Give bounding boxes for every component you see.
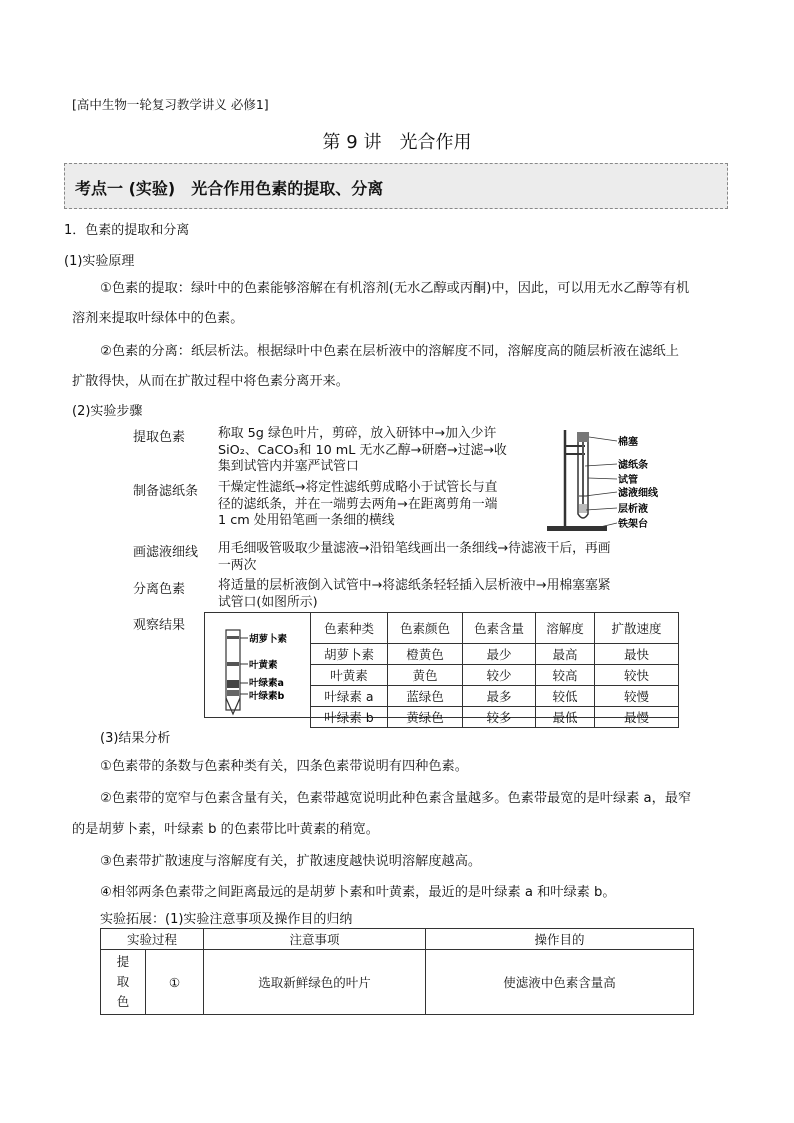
subsection-steps: (2)实验步骤 <box>72 404 143 419</box>
table-header: 色素种类 <box>311 613 388 644</box>
table-cell: 胡萝卜素 <box>311 644 388 665</box>
table-cell-purpose: 使滤液中色素含量高 <box>426 950 694 1015</box>
principle-1-line2: 溶剂来提取叶绿体中的色素。 <box>72 311 244 326</box>
table-row <box>101 950 694 1015</box>
table-cell: 最快 <box>595 644 679 665</box>
table-cell: 叶绿素 b <box>311 707 388 728</box>
topic-banner <box>64 163 728 209</box>
label-solvent: 层析液 <box>618 504 648 515</box>
table-cell: 黄绿色 <box>388 707 463 728</box>
table-cell: 较快 <box>595 665 679 686</box>
extension-table <box>100 928 694 1015</box>
analysis-2-line2: 的是胡萝卜素，叶绿素 b 的色素带比叶黄素的稍宽。 <box>72 822 379 837</box>
lecture-title: 第 9 讲 光合作用 <box>322 132 472 153</box>
subsection-principle: (1)实验原理 <box>64 254 135 269</box>
table-cell: 最多 <box>463 686 536 707</box>
running-header: [高中生物一轮复习教学讲义 必修1] <box>72 97 269 112</box>
table-header: 操作目的 <box>426 929 694 950</box>
step-text: 称取 5g 绿色叶片，剪碎，放入研钵中→加入少许 SiO₂、CaCO₃和 10 mL 无水乙醇→研磨→过滤→收 集到试管内并塞严试管口 <box>218 426 507 474</box>
table-cell: 最慢 <box>595 707 679 728</box>
table-cell: 最少 <box>463 644 536 665</box>
table-header: 注意事项 <box>204 929 426 950</box>
principle-1-line1: ①色素的提取：绿叶中的色素能够溶解在有机溶剂(无水乙醇或丙酮)中，因此，可以用无水乙醇等有机 <box>100 281 690 296</box>
label-filtrate-line: 滤液细线 <box>618 488 658 499</box>
table-cell-note: 选取新鲜绿色的叶片 <box>204 950 426 1015</box>
table-cell: 蓝绿色 <box>388 686 463 707</box>
table-header: 扩散速度 <box>595 613 679 644</box>
extension-title: 实验拓展：(1)实验注意事项及操作目的归纳 <box>100 912 353 927</box>
table-cell: 较多 <box>463 707 536 728</box>
step-label: 提取色素 <box>133 430 186 445</box>
analysis-3: ③色素带扩散速度与溶解度有关，扩散速度越快说明溶解度越高。 <box>100 854 482 869</box>
pigment-strip-figure <box>210 628 310 716</box>
table-row <box>311 707 679 728</box>
step-text: 干燥定性滤纸→将定性滤纸剪成略小于试管长与直 径的滤纸条，并在一端剪去两角→在距离剪角一端 1 cm 处用铅笔画一条细的横线 <box>218 480 498 528</box>
step-label: 观察结果 <box>133 618 186 633</box>
table-cell: 黄色 <box>388 665 463 686</box>
analysis-4: ④相邻两条色素带之间距离最远的是胡萝卜素和叶黄素，最近的是叶绿素 a 和叶绿素 b。 <box>100 885 616 900</box>
analysis-1: ①色素带的条数与色素种类有关，四条色素带说明有四种色素。 <box>100 759 468 774</box>
chromatography-apparatus-figure <box>545 426 665 534</box>
table-header: 色素含量 <box>463 613 536 644</box>
table-cell: 较慢 <box>595 686 679 707</box>
pigment-result-table <box>310 612 679 728</box>
table-cell: 叶黄素 <box>311 665 388 686</box>
table-header: 实验过程 <box>101 929 204 950</box>
strip-label-carotene: 胡萝卜素 <box>249 634 288 645</box>
table-cell: 较少 <box>463 665 536 686</box>
table-cell: 较高 <box>536 665 595 686</box>
strip-label-chlorophyll-a: 叶绿素a <box>249 678 284 689</box>
table-cell: 最高 <box>536 644 595 665</box>
table-cell-number: ① <box>146 950 204 1015</box>
strip-label-chlorophyll-b: 叶绿素b <box>249 691 285 702</box>
label-filter-strip: 滤纸条 <box>618 460 648 471</box>
label-iron-stand: 铁架台 <box>618 519 648 530</box>
principle-2-line1: ②色素的分离：纸层析法。根据绿叶中色素在层析液中的溶解度不同，溶解度高的随层析液在滤纸上 <box>100 344 679 359</box>
label-cotton-plug: 棉塞 <box>618 437 638 448</box>
table-header: 溶解度 <box>536 613 595 644</box>
table-header-row <box>311 613 679 644</box>
table-cell: 橙黄色 <box>388 644 463 665</box>
step-text: 将适量的层析液倒入试管中→将滤纸条轻轻插入层析液中→用棉塞塞紧 试管口(如图所示) <box>218 578 611 610</box>
table-row <box>311 665 679 686</box>
analysis-2-line1: ②色素带的宽窄与色素含量有关，色素带越宽说明此种色素含量越多。色素带最宽的是叶绿素 a，最窄 <box>100 791 692 806</box>
section-heading: 1．色素的提取和分离 <box>64 223 190 238</box>
step-label: 分离色素 <box>133 582 186 597</box>
step-label: 制备滤纸条 <box>133 484 199 499</box>
strip-label-xanthophyll: 叶黄素 <box>249 660 278 671</box>
table-cell-process: 提 取 色 <box>101 950 146 1015</box>
table-row <box>311 686 679 707</box>
label-test-tube: 试管 <box>618 475 638 486</box>
step-label: 画滤液细线 <box>133 545 199 560</box>
principle-2-line2: 扩散得快，从而在扩散过程中将色素分离开来。 <box>72 374 349 389</box>
table-header-row <box>101 929 694 950</box>
table-cell: 叶绿素 a <box>311 686 388 707</box>
table-row <box>311 644 679 665</box>
subsection-analysis: (3)结果分析 <box>100 731 171 746</box>
topic-banner-text: 考点一 (实验) 光合作用色素的提取、分离 <box>75 179 384 198</box>
table-cell: 最低 <box>536 707 595 728</box>
table-cell: 较低 <box>536 686 595 707</box>
table-header: 色素颜色 <box>388 613 463 644</box>
step-text: 用毛细吸管吸取少量滤液→沿铅笔线画出一条细线→待滤液干后，再画 一两次 <box>218 541 611 573</box>
